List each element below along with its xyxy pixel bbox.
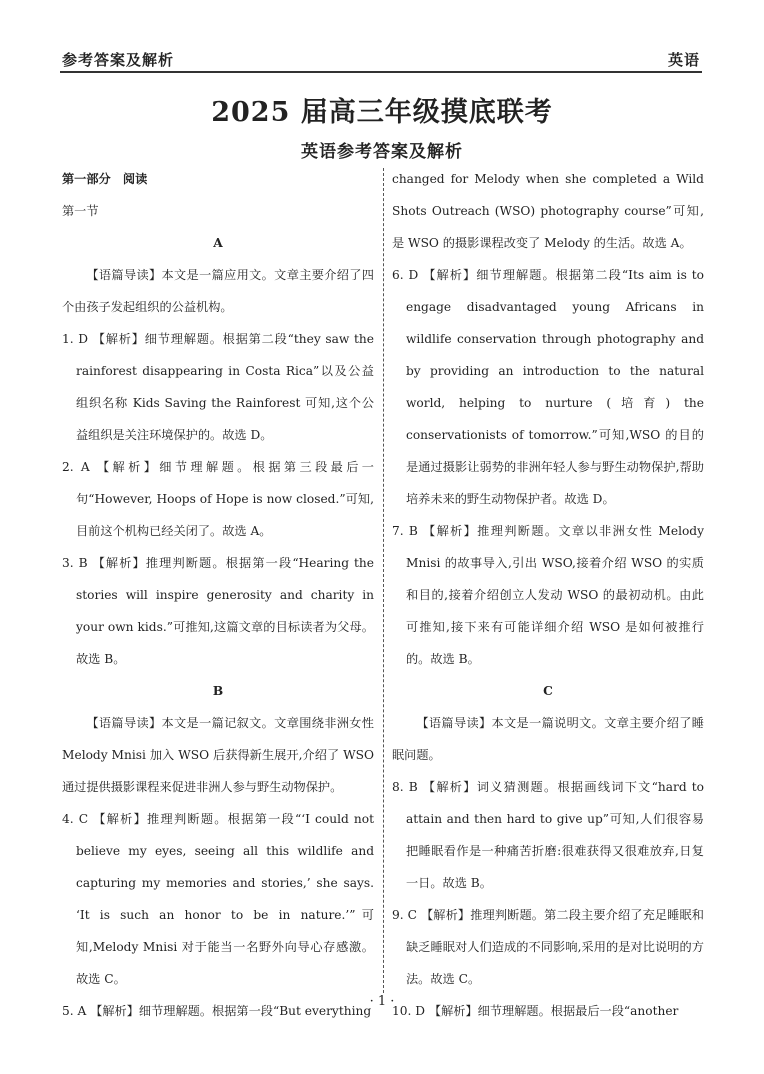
answer-5-continued: changed for Melody when she completed a Wild Shots Outreach (WSO) photography course”可知,是 WSO 的摄影课程改变了 Melody 的生活。故选 A。	[392, 172, 704, 250]
part-heading: 第一部分 阅读	[62, 172, 148, 186]
column-divider	[383, 168, 384, 993]
answer-8: 8. B 【解析】词义猜测题。根据画线词下文“hard to attain and then hard to give up”可知,人们很容易把睡眠看作是一种痛苦折磨:很难获得又很难放弃,日复一日。故选 B。	[392, 780, 704, 890]
right-column	[392, 163, 704, 1027]
section-heading: 第一节	[62, 204, 99, 218]
header-right: 英语	[667, 51, 700, 69]
passage-b-intro: 【语篇导读】本文是一篇记叙文。文章围绕非洲女性 Melody Mnisi 加入 WSO 后获得新生展开,介绍了 WSO 通过提供摄影课程来促进非洲人参与野生动物保护。	[62, 716, 374, 794]
page-number: · 1 ·	[369, 994, 395, 1009]
header-left: 参考答案及解析	[62, 51, 175, 69]
passage-c-intro: 【语篇导读】本文是一篇说明文。文章主要介绍了睡眠问题。	[392, 716, 704, 762]
answer-9: 9. C 【解析】推理判断题。第二段主要介绍了充足睡眠和缺乏睡眠对人们造成的不同影响,采用的是对比说明的方法。故选 C。	[392, 908, 704, 986]
answer-4: 4. C 【解析】推理判断题。根据第一段“‘I could not believe my eyes, seeing all this wildlife and capturing my memories and stories,’ she says. ‘It is such an honor to be in nature.’”可知,Melody Mnisi 对于能当一名野外向导心存感激。故选 C。	[62, 812, 374, 986]
answer-1: 1. D 【解析】细节理解题。根据第二段“they saw the rainforest disappearing in Costa Rica”以及公益组织名称 Kids Saving the Rainforest 可知,这个公益组织是关注环境保护的。故选 D。	[62, 332, 374, 442]
answer-6: 6. D 【解析】细节理解题。根据第二段“Its aim is to engage disadvantaged young Africans in wildlife conservation through photography and by providing an introduction to the natural world, helping to nurture (培育) the conservationists of tomorrow.”可知,WSO 的目的是通过摄影让弱势的非洲年轻人参与野生动物保护,帮助培养未来的野生动物保护者。故选 D。	[392, 268, 704, 506]
answer-2: 2. A 【解析】细节理解题。根据第三段最后一句“However, Hoops of Hope is now closed.”可知,目前这个机构已经关闭了。故选 A。	[62, 460, 374, 538]
passage-a-label: A	[213, 236, 223, 250]
page-subtitle: 英语参考答案及解析	[301, 142, 463, 162]
passage-b-label: B	[212, 684, 224, 698]
passage-a-intro: 【语篇导读】本文是一篇应用文。文章主要介绍了四个由孩子发起组织的公益机构。	[62, 268, 374, 314]
header-rule	[60, 71, 702, 73]
answer-3: 3. B 【解析】推理判断题。根据第一段“Hearing the stories will inspire generosity and charity in your own kids.”可推知,这篇文章的目标读者为父母。故选 B。	[62, 556, 374, 666]
answer-10: 10. D 【解析】细节理解题。根据最后一段“another	[392, 1004, 679, 1018]
passage-c-label: C	[543, 684, 553, 698]
left-column	[62, 163, 374, 1027]
answer-5: 5. A 【解析】细节理解题。根据第一段“But everything	[62, 1004, 372, 1018]
page-title: 2025 届高三年级摸底联考	[211, 97, 553, 128]
answer-7: 7. B 【解析】推理判断题。文章以非洲女性 Melody Mnisi 的故事导入,引出 WSO,接着介绍 WSO 的实质和目的,接着介绍创立人发动 WSO 的最初动机。由此可推知,接下来有可能详细介绍 WSO 是如何被推行的。故选 B。	[392, 524, 704, 666]
